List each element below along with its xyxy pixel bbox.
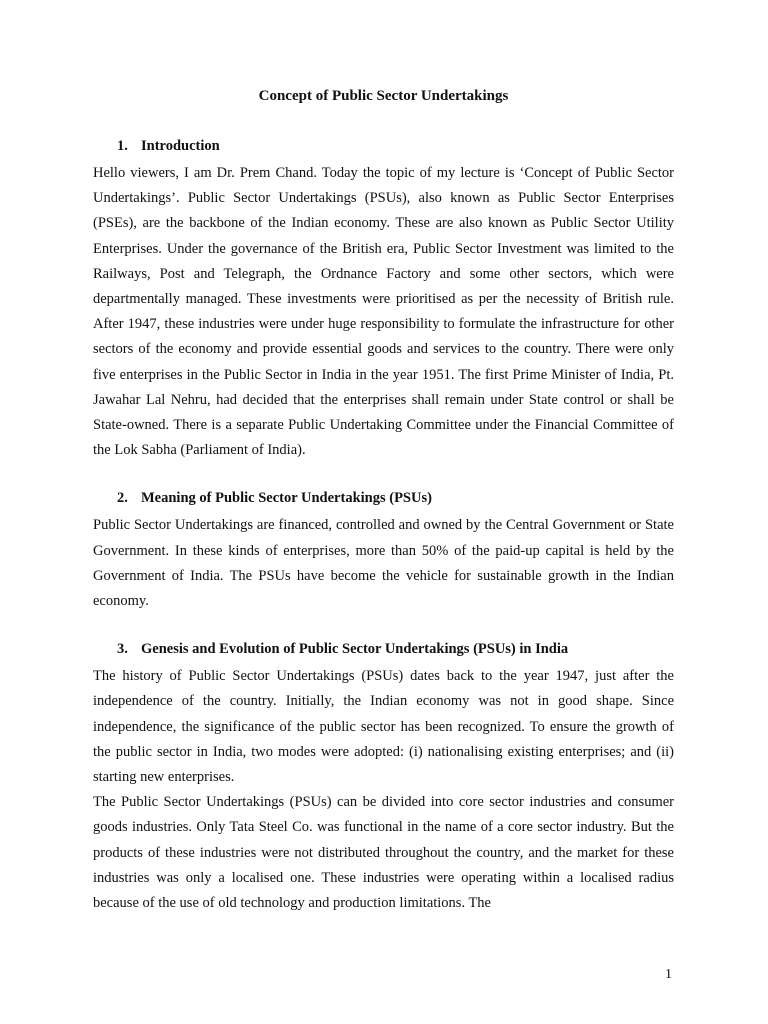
section-genesis: [93, 639, 674, 916]
section-number: 2.: [117, 490, 128, 507]
section-spacer: [93, 614, 674, 639]
section-number: 1.: [117, 138, 128, 154]
section-spacer: [93, 463, 674, 488]
paragraph: Hello viewers, I am Dr. Prem Chand. Today the topic of my lecture is ‘Concept of Public Sector Undertakings’. Public Sector Undertakings (PSUs), also known as Public Sector Enterprises (PSEs), are the backbone of the Indian economy. These are also known as Public Sector Utility Enterprises. Under the governance of the British era, Public Sector Investment was limited to the Railways, Post and Telegraph, the Ordnance Factory and some other sectors, which were departmentally managed. These investments were prioritised as per the necessity of British rule. After 1947, these industries were under huge responsibility to formulate the infrastructure for other sectors of the economy and provide essential goods and services to the country. There were only five enterprises in the Public Sector in India in the year 1951. The first Prime Minister of India, Pt. Jawahar Lal Nehru, had decided that the enterprises shall remain under State control or shall be State-owned. There is a separate Public Undertaking Committee under the Financial Committee of the Lok Sabha (Parliament of India).: [93, 165, 674, 459]
paragraph: The Public Sector Undertakings (PSUs) can be divided into core sector industries and consumer goods industries. Only Tata Steel Co. was functional in the name of a core sector industry. But the products of these industries were not distributed throughout the country, and the market for these industries was only a localised one. These industries were operating within a localised radius because of the use of old technology and production limitations. The: [93, 794, 674, 912]
paragraph: The history of Public Sector Undertakings (PSUs) dates back to the year 1947, just after the independence of the country. Initially, the Indian economy was not in good shape. Since independence, the significance of the public sector has been recognized. To ensure the growth of the public sector in India, two modes were adopted: (i) nationalising existing enterprises; and (ii) starting new enterprises.: [93, 668, 674, 786]
paragraph: Public Sector Undertakings are financed, controlled and owned by the Central Government or State Government. In these kinds of enterprises, more than 50% of the paid-up capital is held by the Government of India. The PSUs have become the vehicle for sustainable growth in the Indian economy.: [93, 517, 674, 610]
page-number: 1: [665, 967, 672, 982]
section-heading: [93, 136, 674, 156]
section-heading: [93, 488, 674, 508]
section-title: Meaning of Public Sector Undertakings (PSUs): [141, 490, 432, 507]
page-content: [93, 86, 674, 916]
document-title: Concept of Public Sector Undertakings: [258, 88, 509, 104]
section-title: Genesis and Evolution of Public Sector Undertakings (PSUs) in India: [141, 641, 569, 658]
section-number: 3.: [117, 641, 128, 658]
section-introduction: [93, 136, 674, 463]
section-heading: [93, 639, 674, 659]
section-title: Introduction: [141, 138, 220, 154]
section-meaning: [93, 488, 674, 614]
